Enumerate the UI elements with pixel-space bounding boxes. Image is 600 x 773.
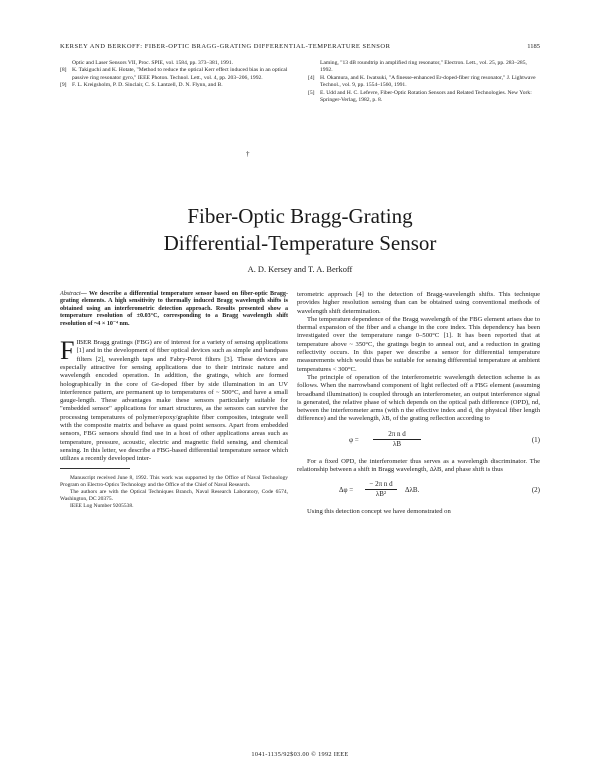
- reference-text: E. Udd and H. C. Lefevre, Fiber-Optic Rotation Sensors and Related Technologies. New York: Springer-Verlag, 1982, p. 8.: [320, 89, 532, 104]
- reference-item: [308, 90, 540, 105]
- abstract: [60, 291, 288, 328]
- authors: A. D. Kersey and T. A. Berkoff: [247, 265, 353, 274]
- title-line-2: Differential-Temperature Sensor: [163, 231, 437, 255]
- footnote-rule: [60, 468, 130, 469]
- equation-number: (2): [531, 486, 540, 495]
- article-divider-mark: †: [246, 150, 250, 158]
- equation-denominator: λB²: [375, 490, 387, 499]
- reference-number: [9]: [60, 82, 67, 89]
- reference-text: K. Takiguchi and K. Hotate, "Method to reduce the optical Kerr effect induced bias in an optical passive ring resonator gyro," IEEE Photon. Technol. Lett., vol. 4, pp. 203–206, 1992.: [72, 67, 288, 81]
- body-paragraph: terometric approach [4] to the detection of Bragg-wavelength shifts. This technique provides higher resolution sensing than can be obtained using conventional methods of wavelength shift determination.: [297, 291, 540, 315]
- running-title: KERSEY AND BERKOFF: FIBER-OPTIC BRAGG-GRATING DIFFERENTIAL-TEMPERATURE SENSOR: [60, 43, 391, 50]
- equation-fraction: [359, 480, 403, 499]
- page-number: 1185: [527, 43, 540, 50]
- equation-2: [297, 480, 540, 502]
- footnote-log-number: IEEE Log Number 9205538.: [70, 503, 134, 510]
- reference-number: [4]: [308, 74, 315, 81]
- abstract-label: Abstract: [60, 291, 81, 297]
- body-paragraph: For a fixed OPD, the interferometer thus serves as a wavelength discriminator. The relationship between a shift in Bragg wavelength, ΔλB, and phase shift is thus: [297, 457, 540, 474]
- abstract-text: — We describe a differential temperature sensor based on fiber-optic Bragg-grating elements. A high sensitivity to thermally induced Bragg wavelength shifts is obtained using an interferometric detection approach. Results presented show a temperature resolution of ±0.03°C, corresponding to a Bragg wavelength shift resolution of ~4 × 10⁻⁴ nm.: [60, 291, 288, 327]
- equation-numerator: 2π n d: [388, 429, 406, 438]
- reference-item: [308, 60, 540, 75]
- body-paragraph: Using this detection concept we have demonstrated on: [307, 508, 451, 516]
- footnote-manuscript: Manuscript received June 8, 1992. This work was supported by the Office of Naval Technology Program on Electro-Optics Technology and the Office of the Chief of Naval Research.: [60, 475, 288, 489]
- body-paragraph: The principle of operation of the interferometric wavelength detection scheme is as follows. When the narrowband component of light reflected off a FBG element (assuming broadband illumination) is coupled through an interferometer, an output interference signal is generated, the relative phase of which depends on the optical path difference (OPD), nd, between the interferometer arms (with n the effective index and d, the physical fiber length difference) and the wavelength, λB, of the grating reflection according to: [297, 373, 540, 423]
- equation-lhs: φ =: [349, 435, 359, 444]
- right-column: [297, 291, 540, 517]
- references-right-column: [308, 60, 540, 104]
- footnotes: [60, 475, 288, 510]
- intro-paragraph: IBER Bragg gratings (FBG) are of interest for a variety of sensing applications [1] and in the development of fiber optical devices such as simple and bandpass filters [2], wavelength taps and Fabry-Perot filters [3]. These devices are especially attractive for sensing applications due to their intrinsic nature and wavelength encoded operation. In addition, the gratings, which are formed holographically in the core of Ge-doped fiber by side illumination in an UV interference pattern, are permanent up to temperatures of ~ 500°C, and have a small gauge-length. These advantages make these sensors particularly suitable for "embedded sensor" applications for smart structures, as the sensors can survive the processing temperatures of polymer/epoxy/graphite fiber composites, integrate well with the composite matrix and behave as quasi point sensors. Apart from embedded sensors, FBG sensors should find use in a host of other applications areas such as temperature, pressure, acoustic, electric and magnetic field sensing, and chemical sensing. In this letter, we describe a FBG-based differential temperature sensor which utilizes a recently developed inter-: [60, 339, 288, 463]
- equation-fraction: [367, 430, 427, 449]
- left-column: [60, 291, 288, 510]
- equation-numerator: − 2π n d: [369, 480, 393, 489]
- reference-text: Optic and Laser Sensors VII, Proc. SPIE, vol. 1584, pp. 373–381, 1991.: [72, 60, 234, 66]
- footnote-affiliation: The authors are with the Optical Techniques Branch, Naval Research Laboratory, Code 6574, Washington, DC 20375.: [60, 489, 288, 503]
- introduction: [60, 336, 288, 463]
- drop-cap: F: [60, 336, 75, 366]
- equation-number: (1): [531, 435, 540, 444]
- title-line-1: Fiber-Optic Bragg-Grating: [187, 204, 413, 228]
- reference-item: [60, 67, 292, 82]
- copyright-footer: 1041-1135/92$03.00 © 1992 IEEE: [251, 751, 349, 758]
- body-paragraph: The temperature dependence of the Bragg wavelength of the FBG element arises due to thermal expansion of the fiber and a change in the core index. This dependency has been investigated over the temperature range 0–500°C [1]. It has been reported that at temperature above ~ 350°C, the gratings begin to anneal out, and a reduction in grating reflectivity occurs. In this paper we describe a sensor for differential temperature measurements which would thus be suitable for sensing differential temperature at ambient temperatures < 300°C.: [297, 315, 540, 373]
- equation-lhs: Δφ =: [339, 486, 354, 495]
- equation-denominator: λB: [392, 439, 402, 448]
- reference-item: [60, 82, 292, 89]
- equation-1: [297, 430, 540, 452]
- reference-text: Laming, "13 dB roundtrip in amplified ring resonator," Electron. Lett., vol. 25, pp. 283–285, 1992.: [320, 60, 527, 74]
- reference-number: [5]: [308, 89, 315, 96]
- reference-item: [308, 75, 540, 90]
- reference-text: F. L. Kreigsholm, P. D. Sinclair, C. S. Lantzell, D. N. Flynn, and B.: [72, 82, 223, 89]
- reference-number: [8]: [60, 67, 67, 74]
- equation-rhs: ΔλB.: [405, 486, 420, 495]
- references-left-column: [60, 60, 292, 90]
- reference-text: H. Okamura, and K. Iwatsuki, "A finesse-enhanced Er-doped-fiber ring resonator," J. Lightwave Technol., vol. 9, pp. 1554–1560, 1991.: [320, 74, 536, 89]
- paper-title: [0, 203, 600, 257]
